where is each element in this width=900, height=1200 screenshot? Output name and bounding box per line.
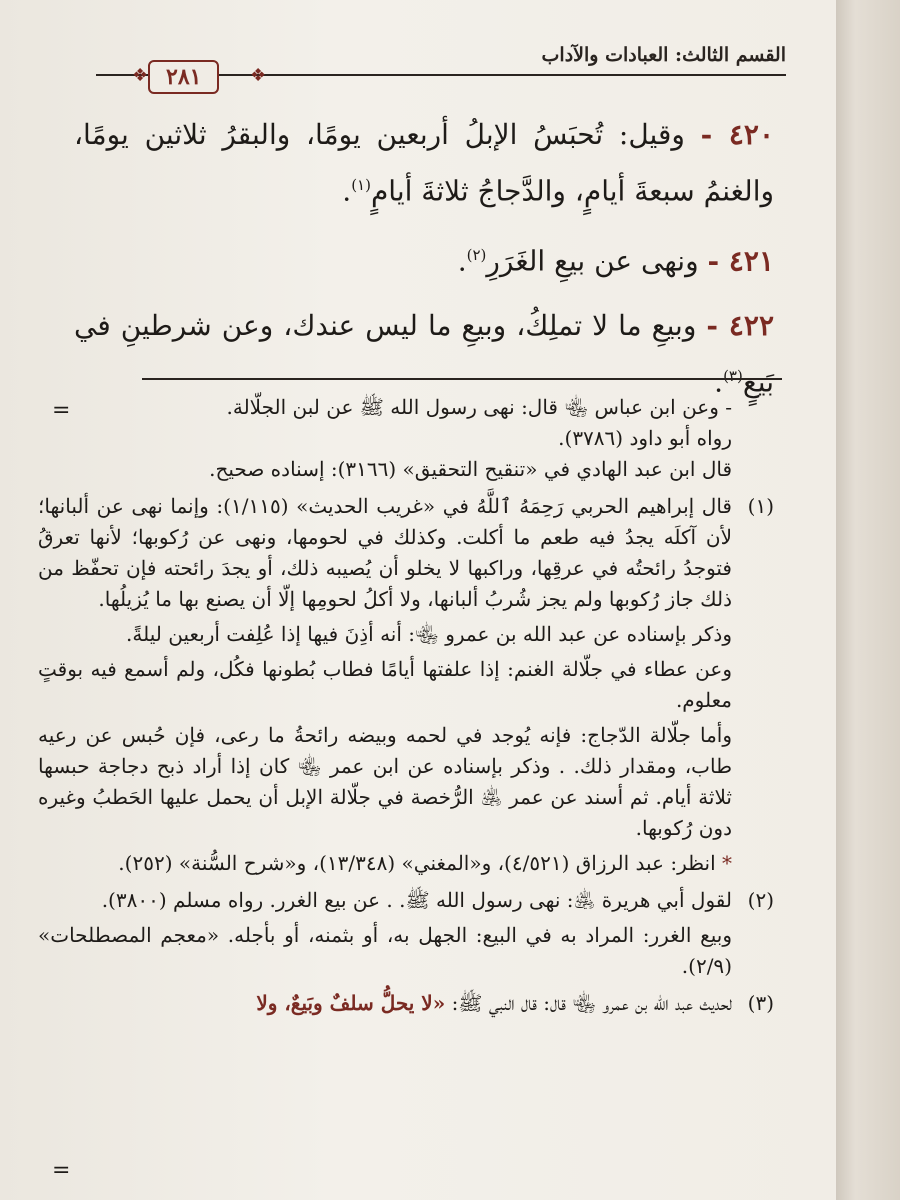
entry-text: ونهى عن بيعِ الغَرَرِ (486, 244, 699, 278)
ornament-icon: ❖ (132, 65, 149, 86)
footnote-separator (142, 378, 782, 380)
star-icon: * (722, 851, 732, 875)
continuation-mark: = (52, 1158, 71, 1183)
page-number: ٢٨١ (148, 60, 219, 94)
entry-text: وبيعِ ما لا تملِكُ، وبيعِ ما ليس عندك، وعن شرطينِ في بَيعٍ (74, 308, 774, 398)
entry-421: ٤٢١ - ونهى عن بيعِ الغَرَرِ$^{(٢)}$. (457, 244, 774, 278)
hadith-quote: «لا يحلُّ سلفٌ وبَيعٌ، ولا (256, 991, 446, 1015)
footnotes (38, 392, 774, 1025)
footnote-3 (38, 988, 774, 1019)
facing-page-edge (836, 0, 900, 1200)
footnote-1 (38, 491, 774, 879)
footnote-paragraph: لقول أبي هريرة ﵁: نهى رسول الله ﷺ. . عن بيع الغرر. رواه مسلم (٣٨٠٠). (101, 888, 732, 912)
footnote-mark: (١) (747, 494, 774, 518)
entry-number: ٤٢٢ - (706, 308, 774, 342)
footnote-ref: (٢) (466, 246, 487, 265)
footnote-paragraph: وبيع الغرر: المراد به في البيع: الجهل به، أو بثمنه، أو بأجله. «معجم المصطلحات» (٢/٩). (38, 923, 732, 978)
footnote-paragraph: وعن عطاء في جلّالة الغنم: إذا علفتها أيامًا فطاب بُطونها فكُل، ولم أسمع فيه بوقتٍ معلوم. (38, 657, 732, 712)
footnote-line: رواه أبو داود (٣٧٨٦). (558, 426, 732, 450)
running-header (96, 40, 786, 90)
footnote-ref: (١) (351, 176, 371, 194)
footnote-paragraph: وذكر بإسناده عن عبد الله بن عمرو ﵄: أنه أذِنَ فيها إذا عُلِفت أربعين ليلةً. (126, 622, 732, 646)
entry-text: وقيل: تُحبَسُ الإبلُ أربعين يومًا، والبقرُ ثلاثين يومًا، والغنمُ سبعةَ أيامٍ، والدَّجاجُ ثلاثةَ أيامٍ (74, 118, 774, 208)
main-text (74, 110, 774, 421)
see-also (38, 848, 732, 879)
entry-422: ٤٢٢ - وبيعِ ما لا تملِكُ، وبيعِ ما ليس عندك، وعن شرطينِ في بَيعٍ$^{(٣)}$. (74, 308, 774, 398)
footnote-paragraph: قال إبراهيم الحربي رَحِمَهُ ٱللَّهُ في «غريب الحديث» (١/١١٥): وإنما نهى عن ألبانها؛ لأن آكلَه يجدُ فيه طعم ما أكلت. وكذلك في لحومها، ونهى عن رُكوبها؛ لأنها تعرقُ فتوجدُ رائحتُه في عرقِها، وراكبها لا يخلو أن يُصيبه ذلك، أو يجدَ رائحته فإن تحفّظ من ذلك جاز رُكوبها ولم يجز شُربُ ألبانها، ولا أكلُ لحومِها إلّا أن يصنع بها ما يُزيلُها. (38, 494, 733, 611)
footnote-line: قال ابن عبد الهادي في «تنقيح التحقيق» (٣١٦٦): إسناده صحيح. (209, 457, 732, 481)
footnote-paragraph (38, 988, 732, 1019)
footnote-lead: لحديث عبد الله بن عمرو ﵄ قال: قال النبي ﷺ: (451, 991, 732, 1015)
footnote-mark: (٢) (747, 888, 774, 912)
footnote-mark: (٣) (747, 991, 774, 1015)
footnote-2 (38, 885, 774, 982)
see-also-text: انظر: عبد الرزاق (٤/٥٢١)، و«المغني» (١٣/٣٤٨)، و«شرح السُّنة» (٢٥٢). (118, 851, 716, 875)
footnote-line: - وعن ابن عباس ﵄ قال: نهى رسول الله ﷺ عن لبن الجلّالة. (226, 395, 732, 419)
footnote-paragraph: وأما جلّالة الدّجاج: فإنه يُوجد في لحمه وبيضه رائحةُ ما رعى، فإن حُبس عن رعيه طاب، ومقدار ذلك. . وذكر بإسناده عن ابن عمر ﵄ كان إذا أراد ذبح دجاجة حبسها ثلاثة أيام. ثم أسند عن عمر ﵁ الرُّخصة في جلّالة الإبل أن يحمل عليها الحَطبُ وغيره دون رُكوبها. (38, 723, 732, 840)
entry-number: ٤٢٠ - (700, 118, 774, 151)
entry-420: ٤٢٠ - وقيل: تُحبَسُ الإبلُ أربعين يومًا، والبقرُ ثلاثين يومًا، والغنمُ سبعةَ أيامٍ، والدَّجاجُ ثلاثةَ أيامٍ$^{(١)}$. (74, 118, 774, 208)
footnote-ref: (٣) (723, 366, 743, 385)
entry-number: ٤٢١ - (707, 244, 774, 278)
continuation-mark: = (52, 398, 71, 423)
section-title: القسم الثالث: العبادات والآداب (541, 44, 786, 66)
footnote-continuation (38, 392, 774, 485)
ornament-icon: ❖ (250, 65, 267, 86)
